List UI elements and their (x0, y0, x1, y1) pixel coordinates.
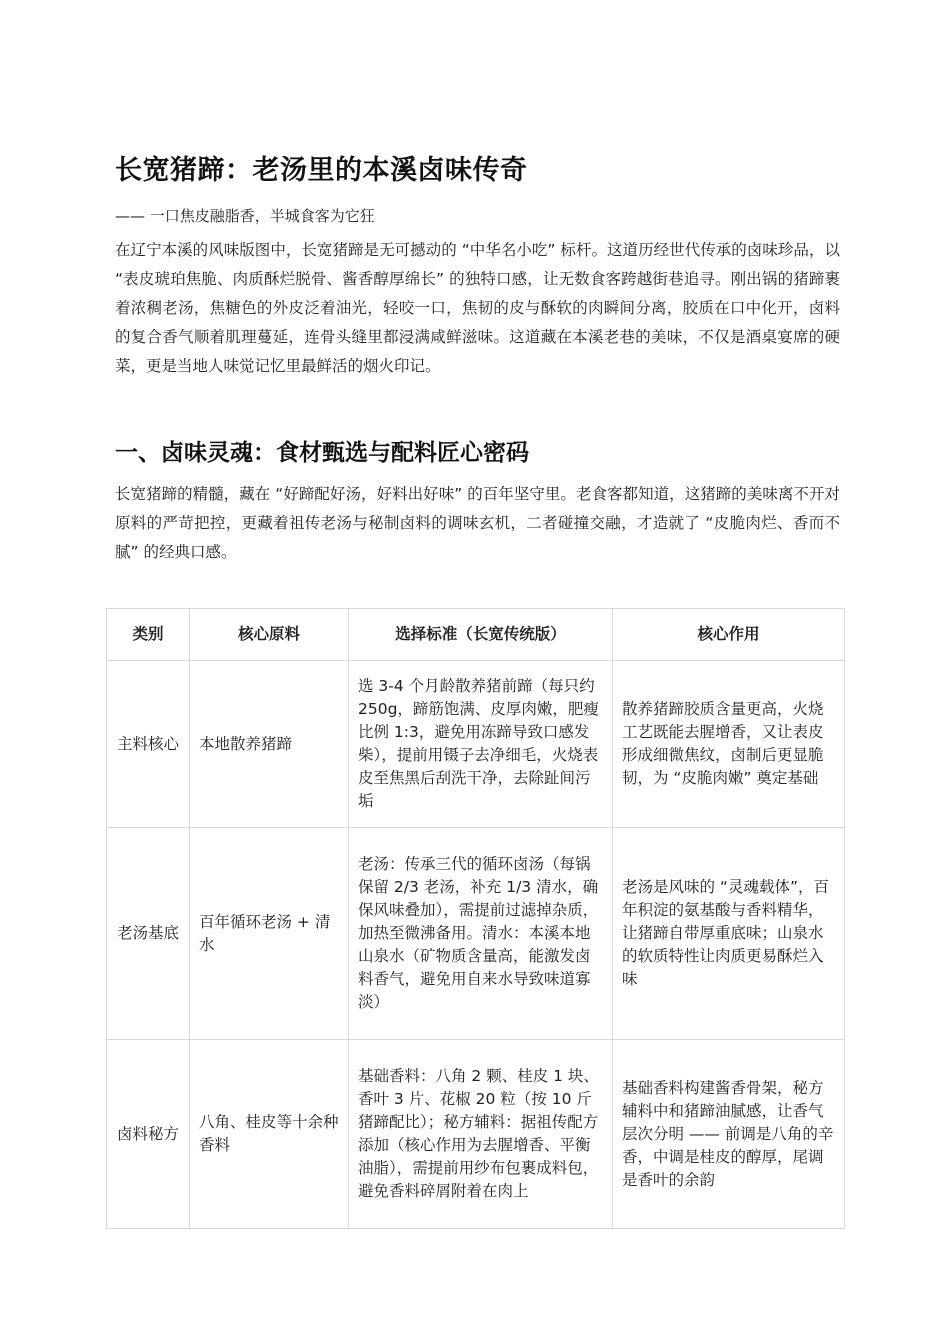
ingredients-table (106, 608, 845, 1229)
table-header-row (107, 609, 845, 661)
subtitle: —— 一口焦皮融脂香，半城食客为它狂 (115, 207, 375, 225)
intro-paragraph: 在辽宁本溪的风味版图中，长宽猪蹄是无可撼动的 “中华名小吃” 标杆。这道历经世代传承的卤味珍品，以 “表皮琥珀焦脆、肉质酥烂脱骨、酱香醇厚绵长” 的独特口感，让无数食客跨越街巷追寻。刚出锅的猪蹄裹着浓稠老汤，焦糖色的外皮泛着油光，轻咬一口，焦韧的皮与酥软的肉瞬间分离，胶质在口中化开，卤料的复合香气顺着肌理蔓延，连骨头缝里都浸满咸鲜滋味。这道藏在本溪老巷的美味，不仅是酒桌宴席的硬菜，更是当地人味觉记忆里最鲜活的烟火印记。 (115, 241, 840, 375)
cell-effect: 散养猪蹄胶质含量更高，火烧工艺既能去腥增香，又让表皮形成细微焦纹，卤制后更显脆韧，为 “皮脆肉嫩” 奠定基础 (613, 661, 845, 828)
cell-category: 卤料秘方 (107, 1040, 190, 1229)
header-standard: 选择标准（长宽传统版） (349, 609, 613, 661)
cell-effect: 基础香料构建酱香骨架，秘方辅料中和猪蹄油腻感，让香气层次分明 —— 前调是八角的辛香，中调是桂皮的醇厚，尾调是香叶的余韵 (613, 1040, 845, 1229)
cell-material: 本地散养猪蹄 (190, 661, 349, 828)
cell-standard: 选 3-4 个月龄散养猪前蹄（每只约 250g，蹄筋饱满、皮厚肉嫩，肥瘦比例 1:3，避免用冻蹄导致口感发柴），提前用镊子去净细毛，火烧表皮至焦黑后刮洗干净，去除趾间污垢 (349, 661, 613, 828)
cell-category: 主料核心 (107, 661, 190, 828)
cell-material: 八角、桂皮等十余种香料 (190, 1040, 349, 1229)
table-row (107, 661, 845, 828)
section-heading: 一、卤味灵魂：食材甄选与配料匠心密码 (115, 440, 529, 466)
cell-standard: 老汤：传承三代的循环卤汤（每锅保留 2/3 老汤，补充 1/3 清水，确保风味叠加），需提前过滤掉杂质，加热至微沸备用。清水：本溪本地山泉水（矿物质含量高，能激发卤料香气，避免用自来水导致味道寡淡） (349, 828, 613, 1040)
table-row (107, 1040, 845, 1229)
section-paragraph: 长宽猪蹄的精髓，藏在 “好蹄配好汤，好料出好味” 的百年坚守里。老食客都知道，这猪蹄的美味离不开对原料的严苛把控，更藏着祖传老汤与秘制卤料的调味玄机，二者碰撞交融，才造就了 “皮脆肉烂、香而不腻” 的经典口感。 (115, 485, 840, 561)
cell-standard: 基础香料：八角 2 颗、桂皮 1 块、香叶 3 片、花椒 20 粒（按 10 斤猪蹄配比）；秘方辅料：据祖传配方添加（核心作用为去腥增香、平衡油脂），需提前用纱布包裹成料包，避免香料碎屑附着在肉上 (349, 1040, 613, 1229)
header-effect: 核心作用 (613, 609, 845, 661)
page-title: 长宽猪蹄：老汤里的本溪卤味传奇 (115, 155, 528, 186)
header-category: 类别 (107, 609, 190, 661)
table-row (107, 828, 845, 1040)
cell-material: 百年循环老汤 + 清水 (190, 828, 349, 1040)
cell-category: 老汤基底 (107, 828, 190, 1040)
cell-effect: 老汤是风味的 “灵魂载体”，百年积淀的氨基酸与香料精华，让猪蹄自带厚重底味；山泉水的软质特性让肉质更易酥烂入味 (613, 828, 845, 1040)
header-material: 核心原料 (190, 609, 349, 661)
